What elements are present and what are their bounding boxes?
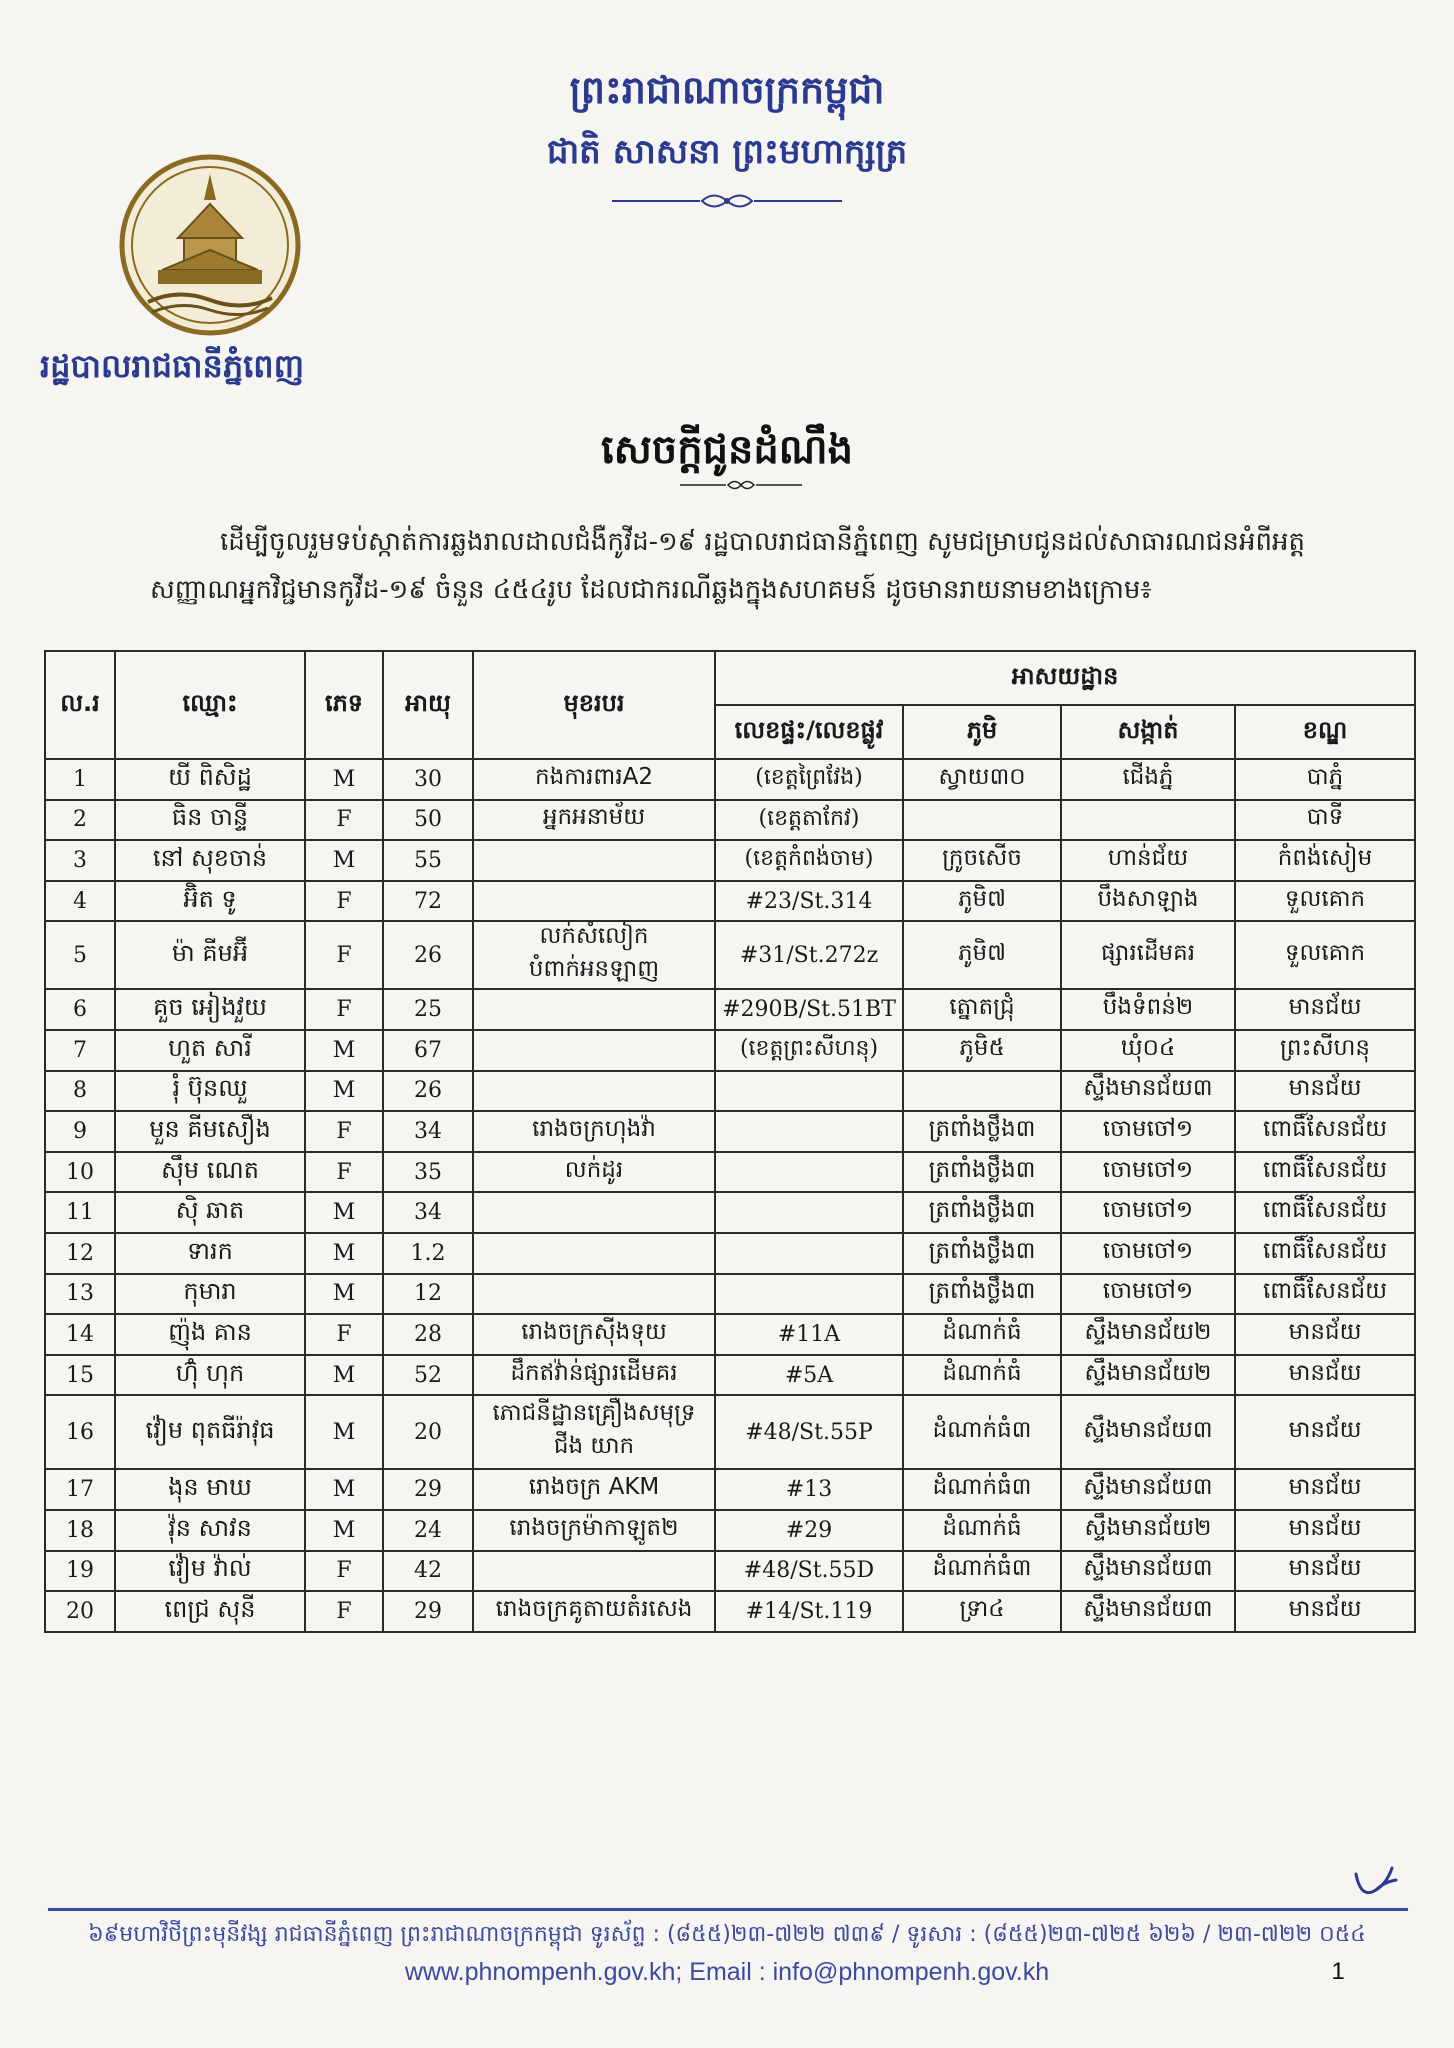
table-row: [45, 1192, 1415, 1233]
table-row: [45, 1591, 1415, 1632]
row-house-street: [715, 1152, 903, 1193]
row-occupation: អ្នកអនាម័យ: [473, 800, 715, 841]
row-age: 29: [383, 1591, 473, 1632]
city-hall-name: រដ្ឋបាលរាជធានីភ្នំពេញ: [40, 347, 305, 385]
row-name: ពេជ្រ សុនី: [115, 1591, 305, 1632]
row-age: 30: [383, 759, 473, 800]
row-district: មានជ័យ: [1235, 1395, 1415, 1469]
row-house-street: #48/St.55P: [715, 1395, 903, 1469]
row-age: 35: [383, 1152, 473, 1193]
row-village: ភូមិ៧: [903, 881, 1061, 922]
row-occupation: រោងចក្រ AKM: [473, 1469, 715, 1510]
row-age: 28: [383, 1314, 473, 1355]
notice-title: សេចក្តីជូនដំណឹង: [601, 426, 853, 473]
header-house-street: លេខផ្ទះ/លេខផ្លូវ: [715, 705, 903, 759]
row-district: ពោធិ៍សែនជ័យ: [1235, 1152, 1415, 1193]
row-name: យី ពិសិដ្ឋ: [115, 759, 305, 800]
row-village: ត្នោតជ្រុំ: [903, 989, 1061, 1030]
row-number: 4: [45, 881, 115, 922]
row-number: 7: [45, 1030, 115, 1071]
row-house-street: [715, 1111, 903, 1152]
row-district: បាទី: [1235, 800, 1415, 841]
row-commune: ស្ទឹងមានជ័យ២: [1061, 1355, 1235, 1396]
row-number: 20: [45, 1591, 115, 1632]
handwritten-initial-icon: [1350, 1860, 1400, 1904]
row-sex: M: [305, 1395, 383, 1469]
row-number: 18: [45, 1510, 115, 1551]
row-occupation: [473, 989, 715, 1030]
row-village: ស្វាយ៣០: [903, 759, 1061, 800]
row-district: មានជ័យ: [1235, 1314, 1415, 1355]
table-row: [45, 759, 1415, 800]
header-village: ភូមិ: [903, 705, 1061, 759]
row-commune: ជើងភ្នំ: [1061, 759, 1235, 800]
row-village: ក្រូចសើច: [903, 840, 1061, 881]
row-age: 72: [383, 881, 473, 922]
row-district: ព្រះសីហនុ: [1235, 1030, 1415, 1071]
table-row: [45, 1274, 1415, 1315]
title-underline-ornament-icon: [680, 478, 802, 492]
row-age: 52: [383, 1355, 473, 1396]
row-village: ដំណាក់ធំ: [903, 1355, 1061, 1396]
footer-divider: [48, 1908, 1408, 1911]
row-occupation: ដឹកឥវ៉ាន់ផ្សារដើមគរ: [473, 1355, 715, 1396]
table-row: [45, 1071, 1415, 1112]
row-house-street: #29: [715, 1510, 903, 1551]
row-village: ភូមិ៧: [903, 921, 1061, 989]
row-house-street: (ខេត្តកំពង់ចាម): [715, 840, 903, 881]
header-age: អាយុ: [383, 651, 473, 759]
row-occupation: រោងចក្រស៊ីងទុយ: [473, 1314, 715, 1355]
table-row: [45, 1030, 1415, 1071]
row-number: 19: [45, 1551, 115, 1592]
row-name: កុមារា: [115, 1274, 305, 1315]
row-age: 55: [383, 840, 473, 881]
table-row: [45, 1111, 1415, 1152]
row-number: 11: [45, 1192, 115, 1233]
row-sex: M: [305, 1233, 383, 1274]
row-village: ភូមិ៥: [903, 1030, 1061, 1071]
row-occupation: រោងចក្រហុងវ៉ា: [473, 1111, 715, 1152]
row-commune: ផ្សារដើមគរ: [1061, 921, 1235, 989]
row-house-street: #23/St.314: [715, 881, 903, 922]
row-number: 17: [45, 1469, 115, 1510]
row-commune: ស្ទឹងមានជ័យ៣: [1061, 1591, 1235, 1632]
row-commune: បឹងទំពន់២: [1061, 989, 1235, 1030]
row-sex: M: [305, 1030, 383, 1071]
row-occupation: [473, 1192, 715, 1233]
row-commune: [1061, 800, 1235, 841]
row-village: ដំណាក់ធំ៣: [903, 1395, 1061, 1469]
header-name: ឈ្មោះ: [115, 651, 305, 759]
row-number: 5: [45, 921, 115, 989]
row-occupation: [473, 1233, 715, 1274]
row-commune: ស្ទឹងមានជ័យ២: [1061, 1314, 1235, 1355]
row-number: 13: [45, 1274, 115, 1315]
row-district: មានជ័យ: [1235, 1355, 1415, 1396]
kingdom-title: ព្រះរាជាណាចក្រកម្ពុជា: [569, 67, 885, 112]
row-number: 6: [45, 989, 115, 1030]
row-name: វ៉ុន សាវន: [115, 1510, 305, 1551]
row-village: ត្រពាំងថ្លឹង៣: [903, 1111, 1061, 1152]
header-sex: ភេទ: [305, 651, 383, 759]
row-number: 16: [45, 1395, 115, 1469]
row-commune: ស្ទឹងមានជ័យ៣: [1061, 1395, 1235, 1469]
row-village: ដំណាក់ធំ: [903, 1510, 1061, 1551]
row-name: ស៊ិ ឆាត: [115, 1192, 305, 1233]
row-age: 12: [383, 1274, 473, 1315]
row-name: ទារក: [115, 1233, 305, 1274]
row-name: ញ៉ុង គាន: [115, 1314, 305, 1355]
row-commune: ចោមចៅ១: [1061, 1274, 1235, 1315]
patient-table: [44, 650, 1416, 1633]
row-house-street: #13: [715, 1469, 903, 1510]
row-age: 42: [383, 1551, 473, 1592]
row-district: ទួលគោក: [1235, 921, 1415, 989]
row-house-street: #11A: [715, 1314, 903, 1355]
row-sex: F: [305, 1111, 383, 1152]
row-house-street: #48/St.55D: [715, 1551, 903, 1592]
table-row: [45, 1152, 1415, 1193]
row-occupation: [473, 1071, 715, 1112]
row-name: ម៉ា គីមអ៊ី: [115, 921, 305, 989]
table-row: [45, 1510, 1415, 1551]
row-number: 15: [45, 1355, 115, 1396]
footer-web-email: www.phnompenh.gov.kh; Email : info@phnompenh.gov.kh: [404, 1958, 1050, 1986]
row-age: 34: [383, 1192, 473, 1233]
table-row: [45, 1469, 1415, 1510]
row-occupation: [473, 1274, 715, 1315]
row-occupation: ភោជនីដ្ឋានគ្រឿងសមុទ្រ ជីង យាក: [473, 1395, 715, 1469]
national-motto: ជាតិ សាសនា ព្រះមហាក្សត្រ: [546, 132, 908, 172]
row-sex: M: [305, 1355, 383, 1396]
row-district: ពោធិ៍សែនជ័យ: [1235, 1192, 1415, 1233]
row-age: 26: [383, 1071, 473, 1112]
row-occupation: [473, 881, 715, 922]
city-hall-seal-icon: [118, 152, 302, 338]
row-district: មានជ័យ: [1235, 1510, 1415, 1551]
row-name: ហ៊ុំ ហុក: [115, 1355, 305, 1396]
row-village: [903, 800, 1061, 841]
row-age: 34: [383, 1111, 473, 1152]
row-name: ធិន ចាន្ទី: [115, 800, 305, 841]
row-name: គួច អៀងវួយ: [115, 989, 305, 1030]
row-sex: M: [305, 1469, 383, 1510]
header-no: ល.រ: [45, 651, 115, 759]
row-commune: ស្ទឹងមានជ័យ៣: [1061, 1551, 1235, 1592]
row-age: 25: [383, 989, 473, 1030]
row-house-street: #290B/St.51BT: [715, 989, 903, 1030]
row-district: ពោធិ៍សែនជ័យ: [1235, 1274, 1415, 1315]
row-occupation: លក់ដូរ: [473, 1152, 715, 1193]
row-house-street: (ខេត្តតាកែវ): [715, 800, 903, 841]
row-house-street: [715, 1071, 903, 1112]
notice-intro: ដើម្បីចូលរួមទប់ស្កាត់ការឆ្លងរាលដាលជំងឺកូវីដ-១៩ រដ្ឋបាលរាជធានីភ្នំពេញ សូមជម្រាបជូនដល់សាធារណជនអំពីអត្តសញ្ញាណអ្នកវិជ្ជមានកូវីដ-១៩ ចំនួន ៤៥៤រូប ដែលជាករណីឆ្លងក្នុងសហគមន៍ ដូចមានរាយនាមខាងក្រោម៖: [150, 527, 1305, 605]
row-sex: F: [305, 881, 383, 922]
row-village: ដំណាក់ធំ៣: [903, 1469, 1061, 1510]
row-village: ត្រពាំងថ្លឹង៣: [903, 1192, 1061, 1233]
row-district: ពោធិ៍សែនជ័យ: [1235, 1233, 1415, 1274]
row-village: ទ្រា៤: [903, 1591, 1061, 1632]
row-house-street: #31/St.272z: [715, 921, 903, 989]
row-commune: ចោមចៅ១: [1061, 1233, 1235, 1274]
row-number: 14: [45, 1314, 115, 1355]
row-sex: F: [305, 921, 383, 989]
row-name: រ៉ំ ប៊ុនឈួ: [115, 1071, 305, 1112]
table-row: [45, 921, 1415, 989]
row-commune: ស្ទឹងមានជ័យ៣: [1061, 1071, 1235, 1112]
row-number: 3: [45, 840, 115, 881]
row-village: ដំណាក់ធំ៣: [903, 1551, 1061, 1592]
row-village: ត្រពាំងថ្លឹង៣: [903, 1274, 1061, 1315]
row-age: 67: [383, 1030, 473, 1071]
row-house-street: #5A: [715, 1355, 903, 1396]
row-commune: បឹងសាឡាង: [1061, 881, 1235, 922]
table-row: [45, 1355, 1415, 1396]
row-name: វ៉ៀម វ៉ាល់: [115, 1551, 305, 1592]
row-commune: ហាន់ជ័យ: [1061, 840, 1235, 881]
row-number: 1: [45, 759, 115, 800]
row-commune: ចោមចៅ១: [1061, 1192, 1235, 1233]
row-house-street: [715, 1233, 903, 1274]
row-occupation: [473, 1551, 715, 1592]
row-name: ហួត សារី: [115, 1030, 305, 1071]
table-row: [45, 1551, 1415, 1592]
row-district: មានជ័យ: [1235, 1551, 1415, 1592]
row-age: 50: [383, 800, 473, 841]
row-number: 10: [45, 1152, 115, 1193]
row-name: នៅ សុខចាន់: [115, 840, 305, 881]
row-sex: M: [305, 840, 383, 881]
row-sex: F: [305, 1152, 383, 1193]
header-occupation: មុខរបរ: [473, 651, 715, 759]
row-district: បាភ្នំ: [1235, 759, 1415, 800]
row-number: 8: [45, 1071, 115, 1112]
row-village: ដំណាក់ធំ: [903, 1314, 1061, 1355]
header-address: អាសយដ្ឋាន: [715, 651, 1415, 705]
table-row: [45, 1233, 1415, 1274]
row-commune: ស្ទឹងមានជ័យ៣: [1061, 1469, 1235, 1510]
row-occupation: លក់សំលៀកបំពាក់អនឡាញ: [473, 921, 715, 989]
row-number: 9: [45, 1111, 115, 1152]
row-occupation: [473, 1030, 715, 1071]
row-number: 12: [45, 1233, 115, 1274]
row-commune: ចោមចៅ១: [1061, 1152, 1235, 1193]
row-name: វ៉ៀម ពុតធីរ៉ាវុធ: [115, 1395, 305, 1469]
row-sex: F: [305, 1591, 383, 1632]
divider-ornament-icon: [612, 190, 842, 212]
row-village: ត្រពាំងថ្លឹង៣: [903, 1152, 1061, 1193]
footer-address: ៦៩មហាវិថីព្រះមុនីវង្ស រាជធានីភ្នំពេញ ព្រះរាជាណាចក្រកម្ពុជា ទូរស័ព្ទ : (៨៥៥)២៣-៧២២ ៧៣៩ / ទូរសារ : (៨៥៥)២៣-៧២៥ ៦២៦ / ២៣-៧២២ ០៥៤: [88, 1922, 1366, 1947]
row-occupation: [473, 840, 715, 881]
row-age: 29: [383, 1469, 473, 1510]
row-sex: F: [305, 989, 383, 1030]
row-district: មានជ័យ: [1235, 1469, 1415, 1510]
row-age: 26: [383, 921, 473, 989]
row-sex: M: [305, 1274, 383, 1315]
row-house-street: #14/St.119: [715, 1591, 903, 1632]
row-number: 2: [45, 800, 115, 841]
row-sex: M: [305, 759, 383, 800]
row-sex: M: [305, 1192, 383, 1233]
row-district: ទួលគោក: [1235, 881, 1415, 922]
row-name: ងុន មាឃ: [115, 1469, 305, 1510]
row-name: អ៊ិត ទូ: [115, 881, 305, 922]
row-district: មានជ័យ: [1235, 989, 1415, 1030]
header-commune: សង្កាត់: [1061, 705, 1235, 759]
table-row: [45, 840, 1415, 881]
table-row: [45, 989, 1415, 1030]
row-house-street: (ខេត្តព្រះសីហនុ): [715, 1030, 903, 1071]
row-commune: ចោមចៅ១: [1061, 1111, 1235, 1152]
header-district: ខណ្ឌ: [1235, 705, 1415, 759]
row-name: មួន គីមសឿង: [115, 1111, 305, 1152]
row-commune: ឃុំ០៤: [1061, 1030, 1235, 1071]
row-commune: ស្ទឹងមានជ័យ២: [1061, 1510, 1235, 1551]
table-row: [45, 881, 1415, 922]
row-sex: F: [305, 1314, 383, 1355]
row-village: ត្រពាំងថ្លឹង៣: [903, 1233, 1061, 1274]
row-district: មានជ័យ: [1235, 1071, 1415, 1112]
table-row: [45, 1314, 1415, 1355]
row-age: 24: [383, 1510, 473, 1551]
table-row: [45, 800, 1415, 841]
row-sex: M: [305, 1071, 383, 1112]
row-occupation: រោងចក្រម៉ាកាឡូត២: [473, 1510, 715, 1551]
row-occupation: រោងចក្រគូតាយតំរសេង: [473, 1591, 715, 1632]
row-district: មានជ័យ: [1235, 1591, 1415, 1632]
row-village: [903, 1071, 1061, 1112]
row-district: ពោធិ៍សែនជ័យ: [1235, 1111, 1415, 1152]
row-name: ស៊ឹម ណេត: [115, 1152, 305, 1193]
row-occupation: កងការពារA2: [473, 759, 715, 800]
row-sex: F: [305, 1551, 383, 1592]
row-sex: M: [305, 1510, 383, 1551]
row-house-street: [715, 1192, 903, 1233]
row-age: 1.2: [383, 1233, 473, 1274]
row-sex: F: [305, 800, 383, 841]
table-row: [45, 1395, 1415, 1469]
row-house-street: [715, 1274, 903, 1315]
row-house-street: (ខេត្តព្រៃវែង): [715, 759, 903, 800]
row-district: កំពង់សៀម: [1235, 840, 1415, 881]
row-age: 20: [383, 1395, 473, 1469]
page-number: 1: [1331, 1958, 1345, 1985]
